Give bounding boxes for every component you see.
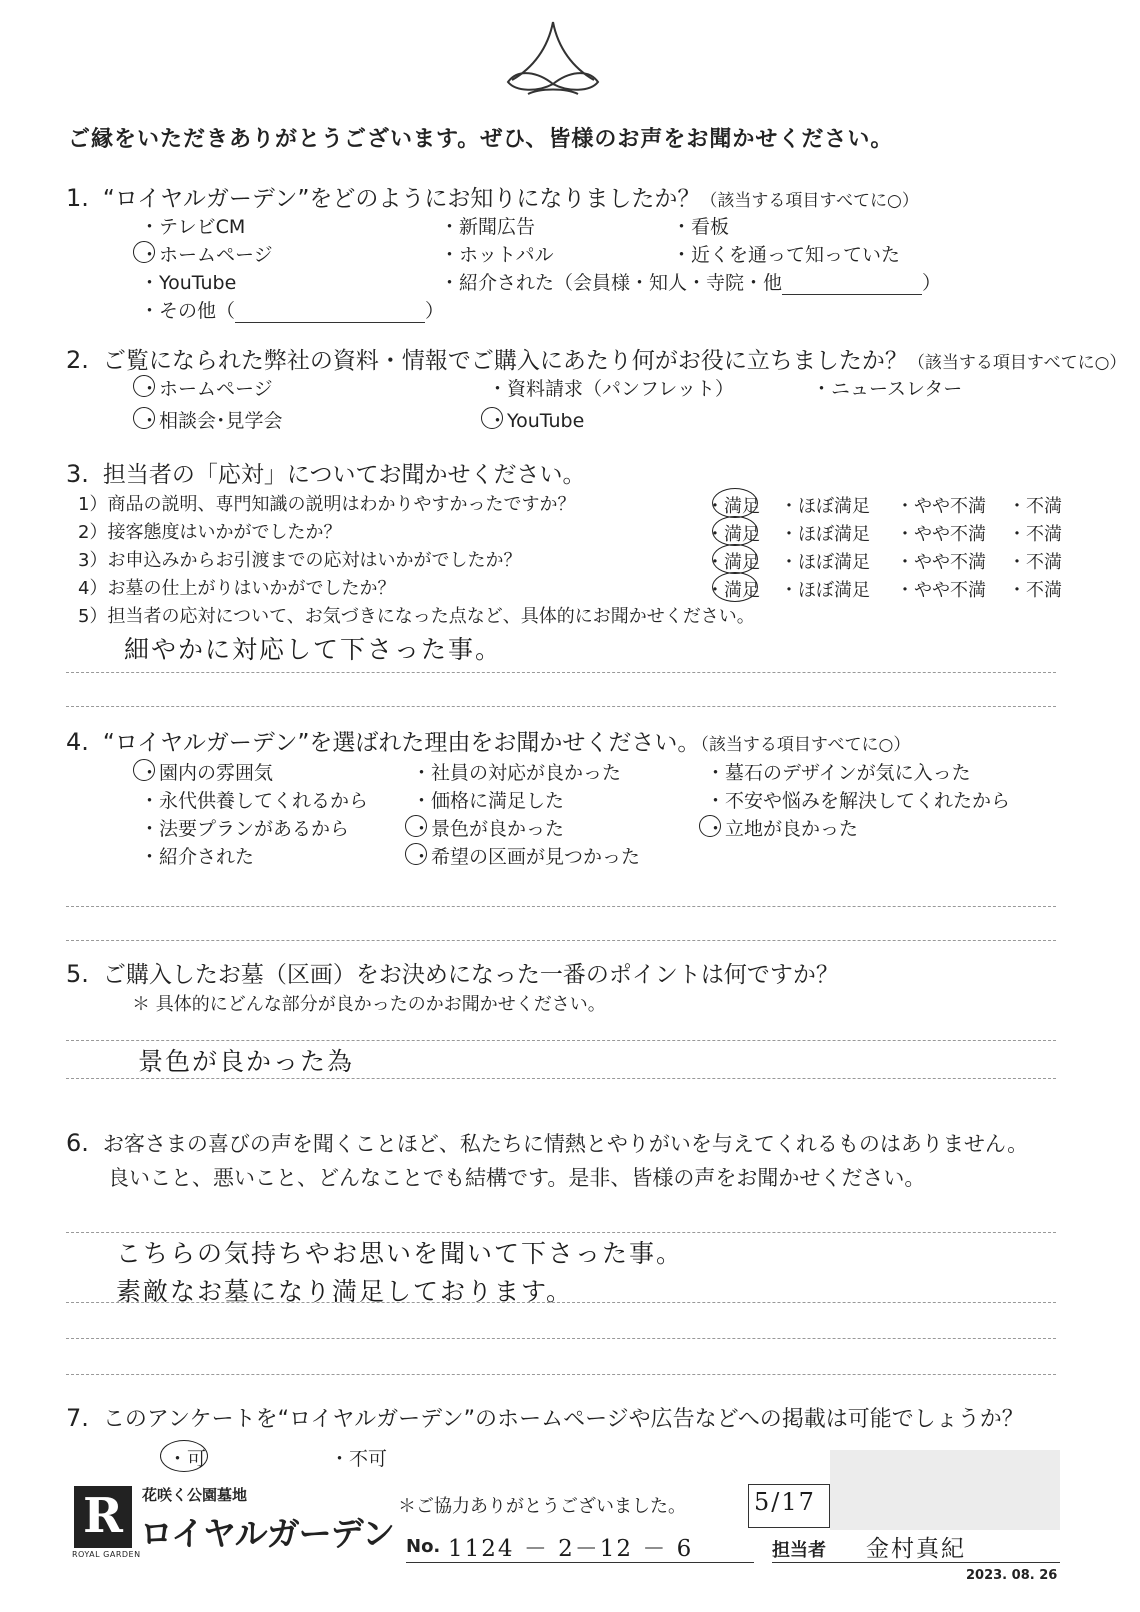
q3-1-satisfied[interactable]: ・満足 [706, 496, 760, 517]
q7-option-no[interactable]: ・不可 [330, 1448, 388, 1470]
q3-4-slightly[interactable]: ・やや不満 [896, 580, 986, 601]
q6-handwritten-answer-2: 素敵なお墓になり満足しております。 [116, 1277, 574, 1306]
q4-option-plot[interactable]: ・希望の区画が見つかった [412, 846, 641, 868]
logo-name: ロイヤルガーデン [140, 1514, 395, 1553]
ornament-flourish [498, 18, 608, 98]
q3-item-3: 3）お申込みからお引渡までの応対はいかがでしたか？ [78, 550, 522, 571]
q1-option-referral[interactable]: ・紹介された（会員様・知人・寺院・他 ） [440, 272, 942, 294]
q6-title-line1: 6. お客さまの喜びの声を聞くことほど、私たちに情熱とやりがいを与えてくれるものはありません。 [66, 1129, 1029, 1157]
q4-option-scenery[interactable]: ・景色が良かった [412, 818, 565, 840]
q3-3-dissatisfied[interactable]: ・不満 [1008, 552, 1062, 573]
no-underline [406, 1562, 754, 1563]
q5-answer-line-1 [66, 1040, 1056, 1041]
q3-2-dissatisfied[interactable]: ・不満 [1008, 524, 1062, 545]
q3-answer-line-1 [66, 672, 1056, 673]
q2-option-seminar[interactable]: ・相談会･見学会 [140, 410, 283, 432]
q1-homepage-circle [133, 241, 155, 263]
redacted-area [830, 1450, 1060, 1530]
q1-option-other[interactable]: ・その他（ ） [140, 300, 445, 322]
q2-seminar-circle [133, 407, 155, 429]
q4-option-worries[interactable]: ・不安や悩みを解決してくれたから [706, 790, 1011, 812]
logo-mark: R [74, 1486, 132, 1548]
q6-answer-line-4 [66, 1374, 1056, 1375]
q2-option-brochure[interactable]: ・資料請求（パンフレット） [488, 378, 735, 400]
page-count-value: 5/17 [754, 1488, 816, 1516]
q1-option-signboard[interactable]: ・看板 [672, 216, 730, 238]
q1-option-tvcm[interactable]: ・テレビCM [140, 216, 246, 238]
q4-answer-line-1 [66, 906, 1056, 907]
q6-title-line2: 良いこと、悪いこと、どんなことでも結構です。是非、皆様の声をお聞かせください。 [108, 1166, 926, 1190]
q4-option-price[interactable]: ・価格に満足した [412, 790, 565, 812]
q3-2-mostly[interactable]: ・ほぼ満足 [780, 524, 870, 545]
q7-yes-circle [160, 1440, 208, 1472]
q3-1-dissatisfied[interactable]: ・不満 [1008, 496, 1062, 517]
q3-4-dissatisfied[interactable]: ・不満 [1008, 580, 1062, 601]
q3-2-satisfied[interactable]: ・満足 [706, 524, 760, 545]
q4-option-atmosphere[interactable]: ・園内の雰囲気 [140, 762, 274, 784]
q2-option-newsletter[interactable]: ・ニュースレター [812, 378, 963, 400]
q4-atmosphere-circle [133, 759, 155, 781]
q7-title: 7. このアンケートを“ロイヤルガーデン”のホームページや広告などへの掲載は可能でしょうか？ [66, 1404, 1024, 1432]
q2-title: 2. ご覧になられた弊社の資料・情報でご購入にあたり何がお役に立ちましたか？（該当する項目すべてに○） [66, 346, 1127, 374]
q3-1-mostly[interactable]: ・ほぼ満足 [780, 496, 870, 517]
q6-answer-line-1 [66, 1232, 1056, 1233]
q4-option-staff[interactable]: ・社員の対応が良かった [412, 762, 622, 784]
q3-2-slightly[interactable]: ・やや不満 [896, 524, 986, 545]
q3-1-slightly[interactable]: ・やや不満 [896, 496, 986, 517]
q4-option-referral[interactable]: ・紹介された [140, 846, 255, 868]
q4-scenery-circle [405, 815, 427, 837]
q5-handwritten-answer: 景色が良かった為 [138, 1047, 355, 1076]
q5-title: 5. ご購入したお墓（区画）をお決めになった一番のポイントは何ですか？ [66, 960, 839, 988]
q3-item-1: 1）商品の説明、専門知識の説明はわかりやすかったですか？ [78, 494, 576, 515]
q7-option-yes[interactable]: ・可 [168, 1448, 207, 1470]
q1-option-hotpal[interactable]: ・ホットパル [440, 244, 554, 266]
q6-handwritten-answer-1: こちらの気持ちやお思いを聞いて下さった事。 [116, 1239, 684, 1268]
q3-item-2: 2）接客態度はいかがでしたか？ [78, 522, 342, 543]
date-stamp: 2023. 08. 26 [966, 1568, 1058, 1583]
staff-underline [772, 1562, 1060, 1563]
q1-option-youtube[interactable]: ・YouTube [140, 272, 237, 294]
q2-option-youtube[interactable]: ・YouTube [488, 410, 585, 432]
logo-tagline: 花咲く公園墓地 [142, 1486, 248, 1504]
q2-option-homepage[interactable]: ・ホームページ [140, 378, 273, 400]
q3-3-slightly[interactable]: ・やや不満 [896, 552, 986, 573]
q3-2-circle [712, 516, 758, 546]
q4-plot-circle [405, 843, 427, 865]
q5-answer-line-2 [66, 1078, 1056, 1079]
q3-1-circle [712, 488, 758, 518]
q3-3-mostly[interactable]: ・ほぼ満足 [780, 552, 870, 573]
q3-handwritten-answer: 細やかに対応して下さった事。 [124, 635, 503, 664]
q5-note: ＊ 具体的にどんな部分が良かったのかお聞かせください。 [132, 994, 606, 1015]
q3-4-circle [712, 572, 758, 602]
q1-option-newspaper[interactable]: ・新聞広告 [440, 216, 536, 238]
q3-item-4: 4）お墓の仕上がりはいかがでしたか？ [78, 578, 396, 599]
q3-3-satisfied[interactable]: ・満足 [706, 552, 760, 573]
q3-title: 3. 担当者の「応対」についてお聞かせください。 [66, 460, 586, 488]
q1-option-homepage[interactable]: ・ホームページ [140, 244, 273, 266]
no-value: 1124 － 2－12 － 6 [448, 1536, 694, 1562]
q4-option-memorial[interactable]: ・法要プランがあるから [140, 818, 350, 840]
q2-homepage-circle [133, 375, 155, 397]
q3-4-satisfied[interactable]: ・満足 [706, 580, 760, 601]
staff-label: 担当者 [772, 1540, 826, 1561]
q3-3-circle [712, 544, 758, 574]
q1-option-nearby[interactable]: ・近くを通って知っていた [672, 244, 901, 266]
q6-answer-line-3 [66, 1338, 1056, 1339]
no-label: No. [406, 1536, 441, 1557]
q2-youtube-circle [481, 407, 503, 429]
q4-option-eternal[interactable]: ・永代供養してくれるから [140, 790, 369, 812]
logo-sub: ROYAL GARDEN [72, 1550, 141, 1559]
q3-item-5: 5）担当者の応対について、お気づきになった点など、具体的にお聞かせください。 [78, 606, 755, 627]
q4-location-circle [699, 815, 721, 837]
q4-option-location[interactable]: ・立地が良かった [706, 818, 859, 840]
q6-answer-line-2 [66, 1302, 1056, 1303]
q4-option-design[interactable]: ・墓石のデザインが気に入った [706, 762, 971, 784]
thanks-text: ＊ご協力ありがとうございました。 [398, 1496, 686, 1517]
q4-answer-line-2 [66, 940, 1056, 941]
q4-title: 4. “ロイヤルガーデン”を選ばれた理由をお聞かせください。（該当する項目すべてに○） [66, 728, 911, 756]
q1-title: 1. “ロイヤルガーデン”をどのようにお知りになりましたか？（該当する項目すべてに○） [66, 184, 919, 212]
intro-text: ご縁をいただきありがとうございます。ぜひ、皆様のお声をお聞かせください。 [68, 127, 894, 152]
q3-4-mostly[interactable]: ・ほぼ満足 [780, 580, 870, 601]
staff-name: 金村真紀 [866, 1536, 966, 1562]
q3-answer-line-2 [66, 706, 1056, 707]
